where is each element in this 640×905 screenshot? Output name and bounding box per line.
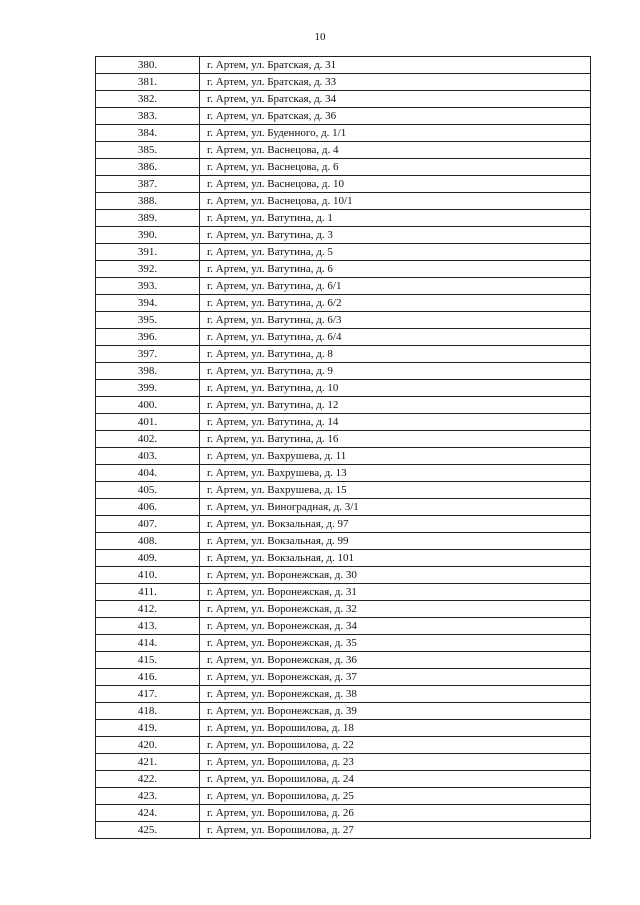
row-number: 404. bbox=[96, 465, 200, 482]
row-number: 385. bbox=[96, 142, 200, 159]
row-address: г. Артем, ул. Вокзальная, д. 99 bbox=[200, 533, 591, 550]
row-address: г. Артем, ул. Ворошилова, д. 23 bbox=[200, 754, 591, 771]
table-row bbox=[96, 397, 591, 414]
row-number: 400. bbox=[96, 397, 200, 414]
row-number: 383. bbox=[96, 108, 200, 125]
table-row bbox=[96, 108, 591, 125]
table-row bbox=[96, 737, 591, 754]
row-number: 425. bbox=[96, 822, 200, 839]
row-address: г. Артем, ул. Братская, д. 34 bbox=[200, 91, 591, 108]
table-row bbox=[96, 652, 591, 669]
row-number: 423. bbox=[96, 788, 200, 805]
row-address: г. Артем, ул. Воронежская, д. 31 bbox=[200, 584, 591, 601]
table-row bbox=[96, 550, 591, 567]
row-address: г. Артем, ул. Братская, д. 31 bbox=[200, 57, 591, 74]
row-number: 382. bbox=[96, 91, 200, 108]
row-address: г. Артем, ул. Васнецова, д. 10/1 bbox=[200, 193, 591, 210]
row-number: 401. bbox=[96, 414, 200, 431]
table-row bbox=[96, 686, 591, 703]
table-row bbox=[96, 499, 591, 516]
row-address: г. Артем, ул. Вокзальная, д. 101 bbox=[200, 550, 591, 567]
row-number: 384. bbox=[96, 125, 200, 142]
table-row bbox=[96, 91, 591, 108]
table-row bbox=[96, 703, 591, 720]
row-address: г. Артем, ул. Братская, д. 33 bbox=[200, 74, 591, 91]
row-address: г. Артем, ул. Ворошилова, д. 25 bbox=[200, 788, 591, 805]
table-row bbox=[96, 567, 591, 584]
row-address: г. Артем, ул. Воронежская, д. 37 bbox=[200, 669, 591, 686]
table-row bbox=[96, 193, 591, 210]
row-address: г. Артем, ул. Ворошилова, д. 18 bbox=[200, 720, 591, 737]
row-address: г. Артем, ул. Ватутина, д. 3 bbox=[200, 227, 591, 244]
table-row bbox=[96, 142, 591, 159]
row-address: г. Артем, ул. Воронежская, д. 38 bbox=[200, 686, 591, 703]
row-number: 388. bbox=[96, 193, 200, 210]
table-row bbox=[96, 601, 591, 618]
row-number: 387. bbox=[96, 176, 200, 193]
table-row bbox=[96, 533, 591, 550]
row-number: 399. bbox=[96, 380, 200, 397]
row-number: 393. bbox=[96, 278, 200, 295]
row-address: г. Артем, ул. Вахрушева, д. 15 bbox=[200, 482, 591, 499]
row-address: г. Артем, ул. Васнецова, д. 10 bbox=[200, 176, 591, 193]
row-number: 395. bbox=[96, 312, 200, 329]
row-number: 416. bbox=[96, 669, 200, 686]
table-row bbox=[96, 516, 591, 533]
table-row bbox=[96, 482, 591, 499]
table-row bbox=[96, 720, 591, 737]
row-number: 381. bbox=[96, 74, 200, 91]
row-address: г. Артем, ул. Васнецова, д. 6 bbox=[200, 159, 591, 176]
row-number: 396. bbox=[96, 329, 200, 346]
row-address: г. Артем, ул. Ватутина, д. 8 bbox=[200, 346, 591, 363]
row-address: г. Артем, ул. Васнецова, д. 4 bbox=[200, 142, 591, 159]
table-row bbox=[96, 414, 591, 431]
table-row bbox=[96, 431, 591, 448]
row-number: 386. bbox=[96, 159, 200, 176]
row-number: 405. bbox=[96, 482, 200, 499]
row-address: г. Артем, ул. Ватутина, д. 6/3 bbox=[200, 312, 591, 329]
table-row bbox=[96, 312, 591, 329]
row-number: 391. bbox=[96, 244, 200, 261]
row-address: г. Артем, ул. Ватутина, д. 16 bbox=[200, 431, 591, 448]
row-number: 424. bbox=[96, 805, 200, 822]
table-row bbox=[96, 788, 591, 805]
row-address: г. Артем, ул. Воронежская, д. 35 bbox=[200, 635, 591, 652]
table-row bbox=[96, 329, 591, 346]
table-row bbox=[96, 74, 591, 91]
row-number: 397. bbox=[96, 346, 200, 363]
table-row bbox=[96, 465, 591, 482]
row-address: г. Артем, ул. Ватутина, д. 6/1 bbox=[200, 278, 591, 295]
table-row bbox=[96, 805, 591, 822]
row-address: г. Артем, ул. Вокзальная, д. 97 bbox=[200, 516, 591, 533]
row-address: г. Артем, ул. Воронежская, д. 30 bbox=[200, 567, 591, 584]
row-address: г. Артем, ул. Ворошилова, д. 24 bbox=[200, 771, 591, 788]
row-address: г. Артем, ул. Ватутина, д. 10 bbox=[200, 380, 591, 397]
row-number: 420. bbox=[96, 737, 200, 754]
table-row bbox=[96, 295, 591, 312]
row-number: 412. bbox=[96, 601, 200, 618]
table-row bbox=[96, 346, 591, 363]
row-number: 415. bbox=[96, 652, 200, 669]
table-row bbox=[96, 125, 591, 142]
row-number: 418. bbox=[96, 703, 200, 720]
table-row bbox=[96, 278, 591, 295]
table-row bbox=[96, 822, 591, 839]
row-number: 413. bbox=[96, 618, 200, 635]
row-number: 392. bbox=[96, 261, 200, 278]
row-address: г. Артем, ул. Ватутина, д. 12 bbox=[200, 397, 591, 414]
row-number: 394. bbox=[96, 295, 200, 312]
row-number: 408. bbox=[96, 533, 200, 550]
row-address: г. Артем, ул. Ватутина, д. 1 bbox=[200, 210, 591, 227]
row-number: 403. bbox=[96, 448, 200, 465]
table-row bbox=[96, 635, 591, 652]
row-address: г. Артем, ул. Воронежская, д. 36 bbox=[200, 652, 591, 669]
row-number: 390. bbox=[96, 227, 200, 244]
row-address: г. Артем, ул. Ворошилова, д. 22 bbox=[200, 737, 591, 754]
table-row bbox=[96, 57, 591, 74]
row-address: г. Артем, ул. Вахрушева, д. 11 bbox=[200, 448, 591, 465]
table-row bbox=[96, 227, 591, 244]
row-number: 419. bbox=[96, 720, 200, 737]
row-address: г. Артем, ул. Ватутина, д. 6/4 bbox=[200, 329, 591, 346]
table-row bbox=[96, 244, 591, 261]
row-number: 389. bbox=[96, 210, 200, 227]
table-row bbox=[96, 771, 591, 788]
row-address: г. Артем, ул. Воронежская, д. 39 bbox=[200, 703, 591, 720]
row-number: 380. bbox=[96, 57, 200, 74]
row-address: г. Артем, ул. Ватутина, д. 9 bbox=[200, 363, 591, 380]
table-row bbox=[96, 363, 591, 380]
table-row bbox=[96, 159, 591, 176]
row-address: г. Артем, ул. Братская, д. 36 bbox=[200, 108, 591, 125]
row-address: г. Артем, ул. Ватутина, д. 6 bbox=[200, 261, 591, 278]
page-number: 10 bbox=[314, 31, 326, 43]
row-number: 398. bbox=[96, 363, 200, 380]
row-number: 417. bbox=[96, 686, 200, 703]
row-number: 414. bbox=[96, 635, 200, 652]
table-row bbox=[96, 754, 591, 771]
table-row bbox=[96, 261, 591, 278]
row-address: г. Артем, ул. Воронежская, д. 34 bbox=[200, 618, 591, 635]
table-row bbox=[96, 176, 591, 193]
row-address: г. Артем, ул. Ворошилова, д. 26 bbox=[200, 805, 591, 822]
row-number: 402. bbox=[96, 431, 200, 448]
address-table-body bbox=[96, 57, 591, 839]
row-number: 409. bbox=[96, 550, 200, 567]
table-row bbox=[96, 448, 591, 465]
table-row bbox=[96, 618, 591, 635]
row-address: г. Артем, ул. Буденного, д. 1/1 bbox=[200, 125, 591, 142]
row-number: 421. bbox=[96, 754, 200, 771]
row-number: 406. bbox=[96, 499, 200, 516]
row-address: г. Артем, ул. Вахрушева, д. 13 bbox=[200, 465, 591, 482]
table-row bbox=[96, 669, 591, 686]
row-address: г. Артем, ул. Ватутина, д. 5 bbox=[200, 244, 591, 261]
row-address: г. Артем, ул. Ворошилова, д. 27 bbox=[200, 822, 591, 839]
row-number: 422. bbox=[96, 771, 200, 788]
row-number: 411. bbox=[96, 584, 200, 601]
address-table bbox=[95, 56, 591, 839]
table-row bbox=[96, 380, 591, 397]
row-address: г. Артем, ул. Ватутина, д. 14 bbox=[200, 414, 591, 431]
table-row bbox=[96, 584, 591, 601]
table-row bbox=[96, 210, 591, 227]
row-number: 407. bbox=[96, 516, 200, 533]
row-address: г. Артем, ул. Виноградная, д. 3/1 bbox=[200, 499, 591, 516]
row-address: г. Артем, ул. Воронежская, д. 32 bbox=[200, 601, 591, 618]
row-address: г. Артем, ул. Ватутина, д. 6/2 bbox=[200, 295, 591, 312]
row-number: 410. bbox=[96, 567, 200, 584]
